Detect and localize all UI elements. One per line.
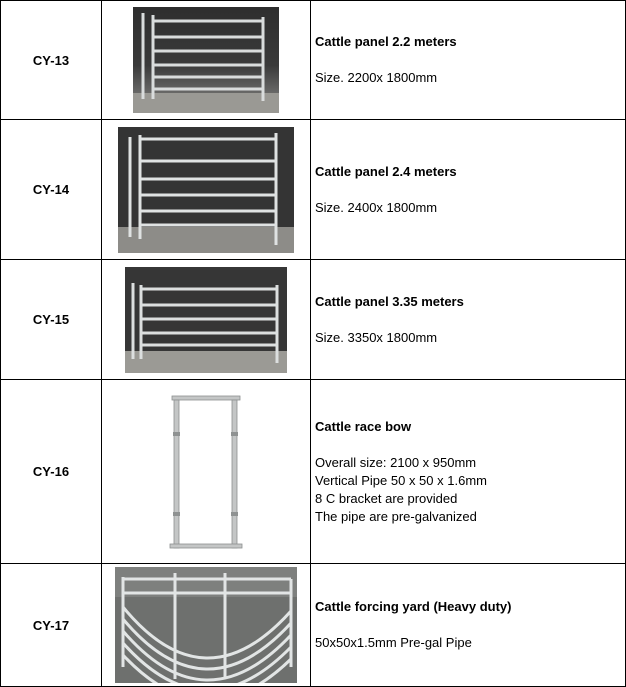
product-title: Cattle panel 2.2 meters [315,34,457,49]
product-title: Cattle race bow [315,418,412,434]
product-code: CY-13 [1,1,102,120]
product-spec-line: Size. 2200x 1800mm [315,70,438,85]
cattle-panel-photo [125,267,287,373]
cattle-panel-photo [118,127,294,253]
product-spec-line: Size. 3350x 1800mm [315,329,438,345]
product-spec-line: 8 C bracket are provided [315,490,458,506]
product-image-cell [102,1,311,120]
product-code: CY-15 [1,260,102,380]
product-description [311,120,626,260]
product-spec-line: Vertical Pipe 50 x 50 x 1.6mm [315,472,487,488]
forcing-yard-photo [115,567,297,683]
product-spec-line: Overall size: 2100 x 950mm [315,454,477,470]
product-row [1,120,626,260]
product-description [311,260,626,380]
product-spec-line: Size. 2400x 1800mm [315,199,438,215]
product-title: Cattle panel 2.4 meters [315,163,457,179]
product-description [311,1,626,120]
product-code: CY-14 [1,120,102,260]
product-title: Cattle forcing yard (Heavy duty) [315,599,512,614]
product-description [311,564,626,687]
product-row [1,380,626,564]
product-description [311,380,626,564]
product-image-cell [102,120,311,260]
product-image-cell [102,380,311,564]
product-code: CY-17 [1,564,102,687]
product-row [1,1,626,120]
cattle-panel-photo [133,7,279,113]
product-title: Cattle panel 3.35 meters [315,293,464,309]
race-bow-photo [168,392,244,552]
product-row [1,260,626,380]
product-code: CY-16 [1,380,102,564]
product-row [1,564,626,687]
product-spec-line: 50x50x1.5mm Pre-gal Pipe [315,635,472,650]
product-spec-line: The pipe are pre-galvanized [315,508,477,524]
product-image-cell [102,260,311,380]
product-image-cell [102,564,311,687]
